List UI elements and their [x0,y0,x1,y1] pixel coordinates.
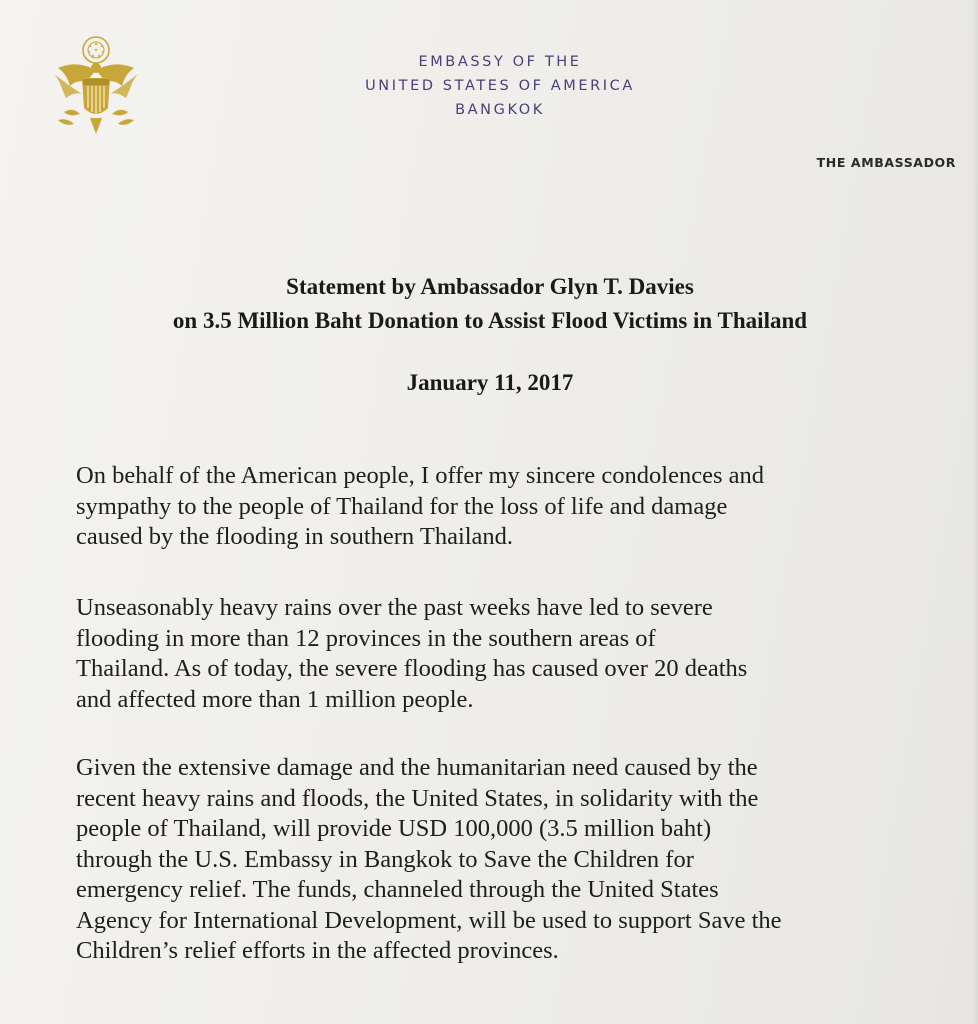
paragraph-line: Agency for International Development, will be used to support Save the [76,906,782,934]
paragraph-line: and affected more than 1 million people. [76,685,474,713]
paragraph-line: Thailand. As of today, the severe flooding has caused over 20 deaths [76,655,748,682]
letterhead [300,50,700,122]
paragraph-line: people of Thailand, will provide USD 100,000 (3.5 million baht) [76,815,712,842]
letterhead-line-country: UNITED STATES OF AMERICA [365,78,635,94]
paragraph-line: Given the extensive damage and the humanitarian need caused by the [76,754,758,781]
statement-title-line-2: on 3.5 Million Baht Donation to Assist Flood Victims in Thailand [172,308,808,333]
paragraph-donation [76,753,782,967]
paragraph-line: Unseasonably heavy rains over the past weeks have led to severe [76,594,713,621]
paragraph-line: On behalf of the American people, I offer my sincere condolences and [76,462,764,489]
paragraph-line: recent heavy rains and floods, the United States, in solidarity with the [76,784,759,812]
paragraph-line: flooding in more than 12 provinces in the southern areas of [76,624,656,652]
letterhead-line-embassy: EMBASSY OF THE [418,54,582,70]
paragraph-line: caused by the flooding in southern Thailand. [76,523,514,550]
statement-title [40,270,940,338]
office-title: THE AMBASSADOR [816,155,956,170]
paragraph-line: sympathy to the people of Thailand for the loss of life and damage [76,492,728,520]
paragraph-line: emergency relief. The funds, channeled through the United States [76,876,719,903]
statement-title-line-1: Statement by Ambassador Glyn T. Davies [286,274,694,299]
paragraph-line: Children’s relief efforts in the affected provinces. [76,937,559,964]
statement-date: January 11, 2017 [406,370,574,395]
paragraph-flooding [76,593,747,715]
great-seal-eagle-icon [44,34,148,146]
paragraph-condolences [76,461,764,553]
letterhead-line-city: BANGKOK [455,102,545,118]
paragraph-line: through the U.S. Embassy in Bangkok to Save the Children for [76,845,694,873]
